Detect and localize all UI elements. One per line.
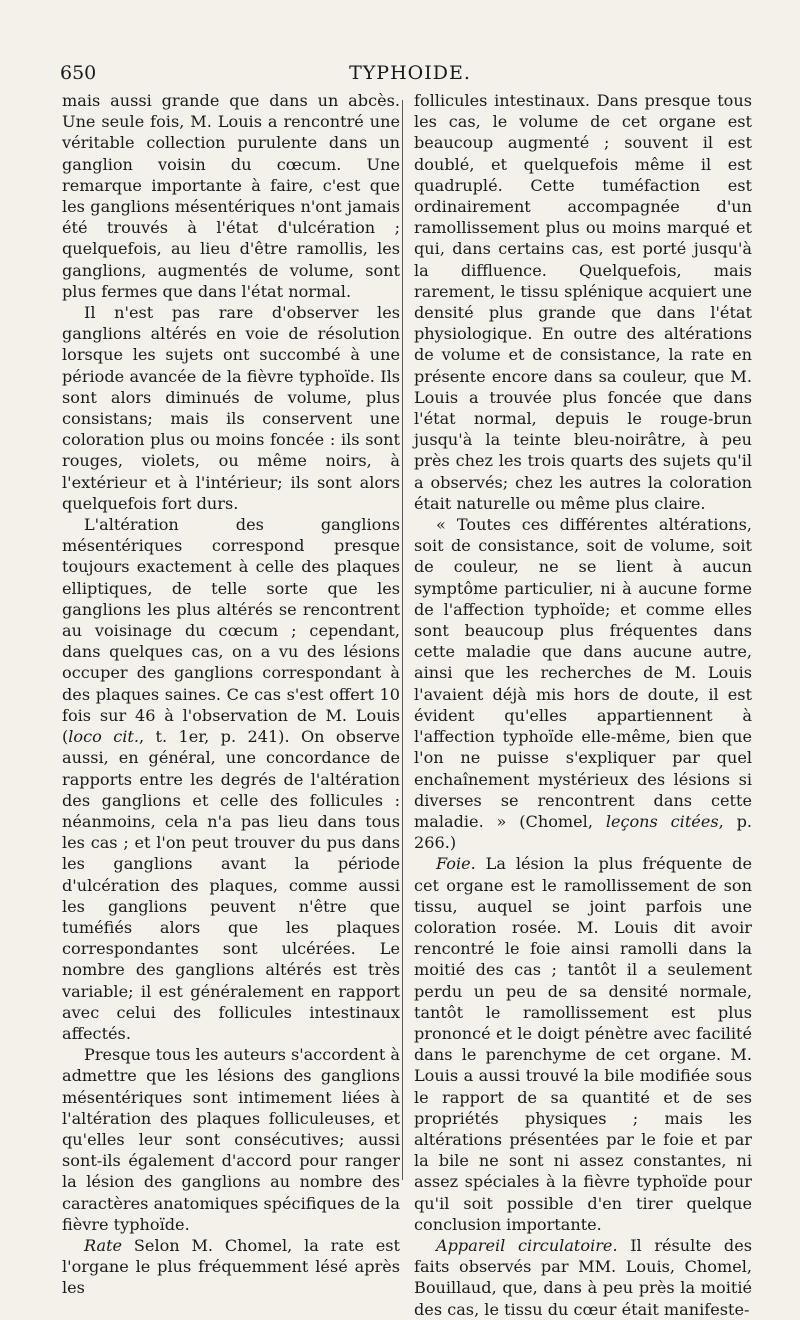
- section-heading-rate: Rate: [84, 1235, 123, 1255]
- paragraph-text: La lésion la plus fréquente de cet organe est le ramollissement de son tissu, auquel se joint parfois une coloration rosée. M. Louis dit avoir rencontré le foie ainsi ramolli dans la moitié des cas ; tantôt il a seulement perdu un peu de sa densité normale, tantôt le ramollissement est plus prononcé et le doigt pénètre avec facilité dans le parenchyme de cet organe. M. Louis a aussi trouvé la bile modifiée sous le rapport de sa quantité et de ses propriétés physiques ; mais les altérations présentées par le foie et par la bile ne sont ni assez constantes, ni assez spéciales à la fièvre typhoïde pour qu'il soit possible d'en tirer quelque conclusion importante.: [414, 854, 752, 1234]
- paragraph: [62, 514, 400, 1044]
- paragraph-text: , p. 266.): [414, 811, 752, 853]
- paragraph: [414, 1235, 752, 1320]
- paragraph-text: L'altération des ganglions mésentériques correspond presque toujours exactement à celle des plaques elliptiques, de telle sorte que les ganglions les plus altérés se rencontrent au voisinage du cœcum ; cependant, dans quelques cas, on a vu des lésions occuper des ganglions correspondant à des plaques saines. Ce cas s'est offert 10 fois sur 46 à l'observation de M. Louis (: [62, 515, 400, 747]
- paragraph: Il n'est pas rare d'observer les ganglions altérés en voie de résolution lorsque les sujets ont succombé à une période avancée de la fièvre typhoïde. Ils sont alors diminués de volume, plus consistans; mais ils conservent une coloration plus ou moins foncée : ils sont rouges, violets, ou même noirs, à l'extérieur et à l'intérieur; ils sont alors quelquefois fort durs.: [62, 303, 400, 513]
- paragraph: Presque tous les auteurs s'accordent à admettre que les lésions des ganglions mésentériques sont intimement liées à l'altération des plaques folliculeuses, et qu'elles leur sont consécutives; aussi sont-ils également d'accord pour ranger la lésion des ganglions au nombre des caractères anatomiques spécifiques de la fièvre typhoïde.: [62, 1045, 400, 1234]
- page-header: [60, 62, 760, 88]
- paragraph-text: , t. 1er, p. 241). On observe aussi, en général, une concordance de rapports entre les degrés de l'altération des ganglions et celle des follicules : néanmoins, cela n'a pas lieu dans tous les cas ; et l'on peut trouver du pus dans les ganglions avant la période d'ulcération des plaques, comme aussi les ganglions peuvent n'être que tuméfiés alors que les plaques correspondantes sont ulcérées. Le nombre des ganglions altérés est très variable; il est généralement en rapport avec celui des follicules intestinaux affectés.: [62, 727, 401, 1043]
- page-number: 650: [60, 62, 97, 84]
- citation-italic: leçons citées: [605, 811, 719, 831]
- paragraph: [414, 853, 752, 1235]
- paragraph-text: Selon M. Chomel, la rate est l'organe le plus fréquemment lésé après les: [62, 1235, 400, 1298]
- right-column: [414, 90, 752, 1320]
- citation-italic: loco cit.: [68, 727, 139, 747]
- quotation-text: « Toutes ces différentes altérations, soit de consistance, soit de volume, soit de couleur, ne se lient à aucun symptôme particulier, ni à aucune forme de l'affection typhoïde; et comme elles sont beaucoup plus fréquentes dans cette maladie que dans aucune autre, ainsi que les recherches de M. Louis l'avaient déjà mis hors de doute, il est évident qu'elles appartiennent à l'affection typhoïde elle-même, bien que l'on ne puisse s'expliquer par quel enchaînement mystérieux des lésions si diverses se rencontrent dans cette maladie. » (Chomel,: [414, 515, 752, 831]
- paragraph: [414, 514, 752, 853]
- paragraph: follicules intestinaux. Dans presque tous les cas, le volume de cet organe est beaucoup augmenté ; souvent il est doublé, et quelquefois même il est quadruplé. Cette tuméfaction est ordinairement accompagnée d'un ramollissement plus ou moins marqué et qui, dans certains cas, est porté jusqu'à la diffluence. Quelquefois, mais rarement, le tissu splénique acquiert une densité plus grande que dans l'état physiologique. En outre des altérations de volume et de consistance, la rate en présente encore dans sa couleur, que M. Louis a trouvée plus foncée que dans l'état normal, depuis le rouge-brun jusqu'à la teinte bleu-noirâtre, à peu près chez les trois quarts des sujets qu'il a observés; chez les autres la coloration était naturelle ou même plus claire.: [414, 91, 752, 513]
- section-heading-appareil-circulatoire: Appareil circulatoire.: [436, 1235, 618, 1255]
- section-heading-foie: Foie.: [436, 854, 476, 874]
- left-column: [62, 90, 400, 1299]
- paragraph-text: Il résulte des faits observés par MM. Louis, Chomel, Bouillaud, que, dans à peu près la moitié des cas, le tissu du cœur était manifeste-: [414, 1235, 753, 1319]
- running-title: TYPHOIDE.: [349, 62, 471, 84]
- column-divider: [402, 100, 403, 1180]
- paragraph: mais aussi grande que dans un abcès. Une seule fois, M. Louis a rencontré une véritable collection purulente dans un ganglion voisin du cœcum. Une remarque importante à faire, c'est que les ganglions mésentériques n'ont jamais été trouvés à l'état d'ulcération ; quelquefois, au lieu d'être ramollis, les ganglions, augmentés de volume, sont plus fermes que dans l'état normal.: [62, 91, 400, 301]
